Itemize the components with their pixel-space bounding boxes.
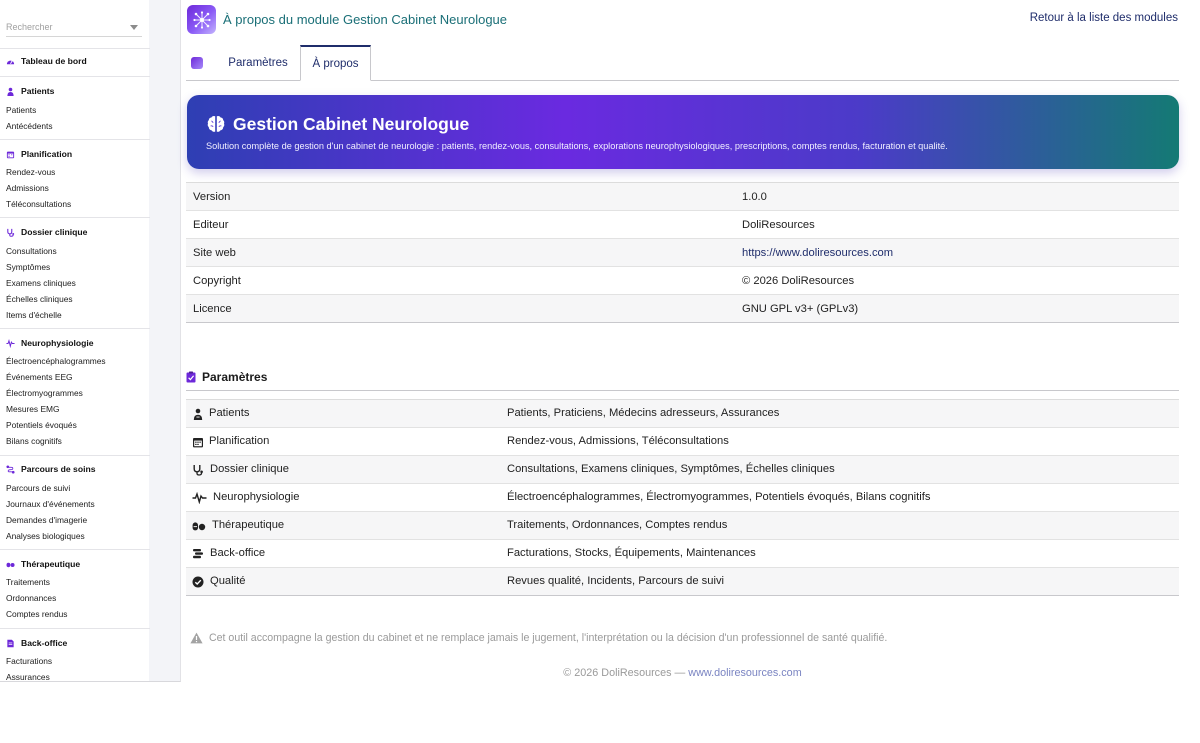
menu-section-neurophysiologie[interactable] (6, 336, 94, 350)
menu-section-label: Planification (21, 149, 73, 159)
search-placeholder: Rechercher (6, 22, 53, 32)
menu-divider (0, 628, 150, 629)
parameters-section-title (186, 370, 267, 384)
param-row-neurophysiologie (186, 484, 1179, 512)
menu-item-teleconsultations[interactable]: Téléconsultations (6, 199, 72, 209)
coins-icon (192, 548, 204, 560)
info-key: Copyright (193, 274, 241, 287)
menu-section-parcours-de-soins[interactable] (6, 462, 96, 476)
menu-section-label: Neurophysiologie (21, 338, 94, 348)
param-desc: Revues qualité, Incidents, Parcours de suivi (507, 575, 725, 587)
param-desc: Facturations, Stocks, Équipements, Maintenances (507, 547, 756, 559)
gauge-icon (6, 57, 15, 66)
info-key: Licence (193, 302, 232, 315)
page-footer (186, 667, 1179, 679)
menu-divider (0, 139, 150, 140)
menu-divider (0, 328, 150, 329)
menu-section-label: Dossier clinique (21, 227, 88, 237)
menu-item-parcours-de-suivi[interactable]: Parcours de suivi (6, 483, 71, 493)
banner-description: Solution complète de gestion d'un cabinet de neurologie : patients, rendez-vous, consultations, explorations neurophysiologiques, prescriptions, comptes rendus, facturation et qualité. (206, 141, 948, 151)
section-divider (186, 390, 1179, 391)
footer-copyright: © 2026 DoliResources — (563, 667, 689, 679)
menu-section-back-office[interactable] (6, 636, 67, 650)
param-row-back-office (186, 540, 1179, 568)
menu-item-demandes-imagerie[interactable]: Demandes d'imagerie (6, 515, 88, 525)
menu-item-rendez-vous[interactable]: Rendez-vous (6, 167, 56, 177)
wave-icon (192, 492, 207, 504)
menu-section-patients[interactable] (6, 84, 54, 98)
info-row-site-web (186, 239, 1179, 267)
info-key: Version (193, 190, 231, 203)
menu-item-antecedents[interactable]: Antécédents (6, 121, 53, 131)
menu-item-potentiels-evoques[interactable]: Potentiels évoqués (6, 420, 77, 430)
info-key: Editeur (193, 218, 229, 231)
param-desc: Consultations, Examens cliniques, Symptômes, Échelles cliniques (507, 463, 835, 475)
chevron-down-icon[interactable] (130, 25, 138, 30)
search-select[interactable] (6, 18, 142, 37)
param-name: Qualité (210, 575, 246, 587)
menu-item-facturations[interactable]: Facturations (6, 656, 53, 666)
stethoscope-icon (192, 464, 204, 476)
module-banner (187, 95, 1179, 169)
param-desc: Patients, Praticiens, Médecins adresseurs, Assurances (507, 407, 780, 419)
param-row-planification (186, 428, 1179, 456)
disclaimer (190, 632, 887, 644)
user-injured-icon (192, 408, 204, 420)
param-desc: Rendez-vous, Admissions, Téléconsultations (507, 435, 729, 447)
menu-item-symptomes[interactable]: Symptômes (6, 262, 51, 272)
pills-icon (6, 560, 15, 569)
info-value: GNU GPL v3+ (GPLv3) (742, 302, 859, 315)
module-tab-icon (191, 57, 203, 69)
menu-item-consultations[interactable]: Consultations (6, 246, 57, 256)
sidebar (0, 0, 181, 682)
warning-icon (190, 632, 203, 644)
menu-section-dashboard[interactable] (6, 54, 87, 68)
menu-item-traitements[interactable]: Traitements (6, 577, 50, 587)
param-name: Planification (209, 435, 270, 447)
route-icon (6, 465, 15, 474)
menu-item-journaux-evenements[interactable]: Journaux d'événements (6, 499, 95, 509)
stethoscope-icon (6, 228, 15, 237)
menu-item-items-echelle[interactable]: Items d'échelle (6, 310, 62, 320)
menu-item-electromyogrammes[interactable]: Électromyogrammes (6, 388, 83, 398)
sidebar-gutter (149, 0, 180, 681)
section-title-text: Paramètres (202, 370, 268, 384)
menu-item-electroencephalogrammes[interactable]: Électroencéphalogrammes (6, 356, 106, 366)
param-row-patients (186, 400, 1179, 428)
disclaimer-text: Cet outil accompagne la gestion du cabinet et ne remplace jamais le jugement, l'interprétation ou la décision d'un professionnel de santé qualifié. (209, 632, 888, 644)
menu-item-mesures-emg[interactable]: Mesures EMG (6, 404, 60, 414)
menu-item-bilans-cognitifs[interactable]: Bilans cognitifs (6, 436, 62, 446)
menu-item-evenements-eeg[interactable]: Événements EEG (6, 372, 73, 382)
module-logo (187, 5, 216, 34)
param-row-qualite (186, 568, 1179, 596)
menu-item-ordonnances[interactable]: Ordonnances (6, 593, 57, 603)
website-link[interactable]: https://www.doliresources.com (742, 246, 894, 259)
info-value: © 2026 DoliResources (742, 274, 855, 287)
menu-item-patients[interactable]: Patients (6, 105, 37, 115)
menu-section-label: Tableau de bord (21, 56, 87, 66)
menu-divider (0, 217, 150, 218)
param-name: Thérapeutique (212, 519, 285, 531)
menu-item-admissions[interactable]: Admissions (6, 183, 49, 193)
document-icon (6, 639, 15, 648)
calendar-icon (6, 150, 15, 159)
menu-section-label: Thérapeutique (21, 559, 81, 569)
check-circle-icon (192, 576, 204, 588)
menu-section-planification[interactable] (6, 147, 72, 161)
menu-item-analyses-biologiques[interactable]: Analyses biologiques (6, 531, 85, 541)
page-title: À propos du module Gestion Cabinet Neurologue (223, 12, 508, 27)
parameters-table (186, 399, 1179, 596)
menu-divider (0, 549, 150, 550)
brain-icon (206, 114, 226, 134)
info-value: 1.0.0 (742, 190, 767, 203)
menu-item-comptes-rendus[interactable]: Comptes rendus (6, 609, 68, 619)
network-icon (192, 10, 212, 30)
clipboard-check-icon (186, 371, 196, 383)
menu-divider (0, 48, 150, 49)
menu-item-assurances[interactable]: Assurances (6, 672, 50, 682)
menu-section-label: Back-office (21, 638, 68, 648)
menu-section-label: Patients (21, 86, 55, 96)
param-name: Back-office (210, 547, 266, 559)
back-to-modules-link[interactable]: Retour à la liste des modules (1029, 12, 1178, 24)
pills-icon (192, 520, 206, 532)
info-value: DoliResources (742, 218, 815, 231)
tab-a-propos[interactable]: À propos (300, 45, 371, 81)
info-key: Site web (193, 246, 236, 259)
menu-section-label: Parcours de soins (21, 464, 96, 474)
wave-icon (6, 339, 15, 348)
banner-title: Gestion Cabinet Neurologue (233, 114, 470, 134)
param-row-therapeutique (186, 512, 1179, 540)
param-name: Neurophysiologie (213, 491, 300, 503)
user-injured-icon (6, 87, 15, 96)
info-row-editeur (186, 211, 1179, 239)
menu-divider (0, 76, 150, 77)
menu-section-dossier-clinique[interactable] (6, 225, 87, 239)
info-row-copyright (186, 267, 1179, 295)
menu-divider (0, 455, 150, 456)
menu-item-examens-cliniques[interactable]: Examens cliniques (6, 278, 76, 288)
param-desc: Électroencéphalogrammes, Électromyogrammes, Potentiels évoqués, Bilans cognitifs (507, 491, 931, 503)
module-info-table (186, 182, 1179, 323)
footer-site-link[interactable]: www.doliresources.com (688, 667, 802, 679)
menu-item-echelles-cliniques[interactable]: Échelles cliniques (6, 294, 73, 304)
menu-section-therapeutique[interactable] (6, 557, 80, 571)
param-name: Patients (209, 407, 250, 419)
calendar-icon (192, 436, 204, 448)
info-row-licence (186, 295, 1179, 323)
tab-parametres[interactable]: Paramètres (228, 57, 288, 69)
param-row-dossier-clinique (186, 456, 1179, 484)
param-name: Dossier clinique (210, 463, 289, 475)
param-desc: Traitements, Ordonnances, Comptes rendus (507, 519, 728, 531)
info-row-version (186, 183, 1179, 211)
